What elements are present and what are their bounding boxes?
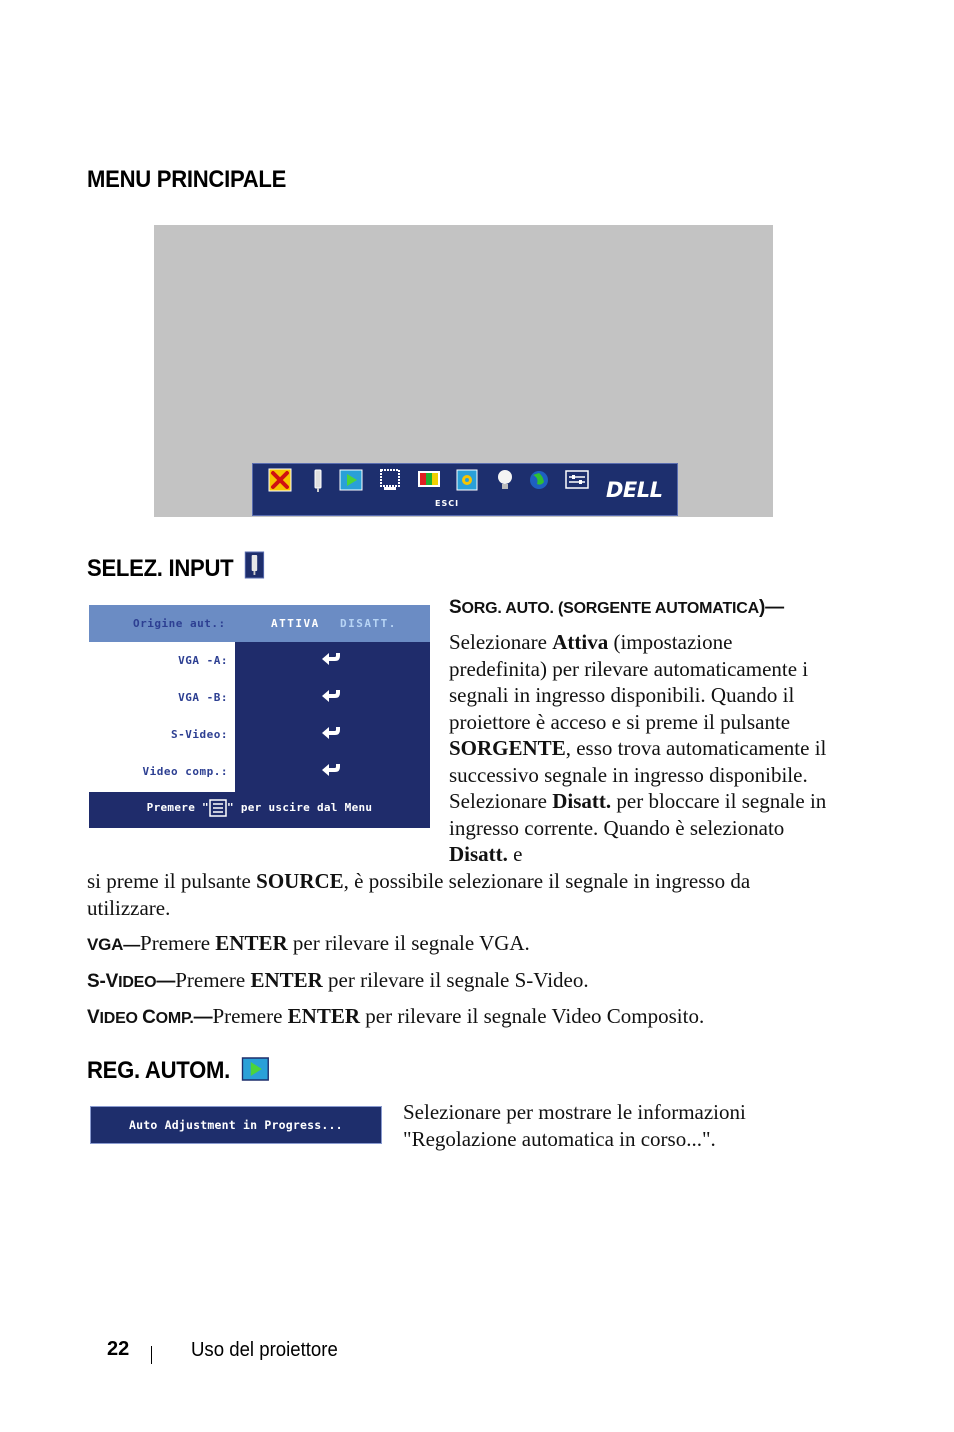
osd-main-menu-bar [252, 463, 678, 516]
color-icon [417, 468, 441, 492]
menu-button-icon [209, 799, 227, 817]
osd-exit-label: ESCI [435, 499, 460, 508]
s-video-item: S-VIDEO—Premere ENTER per rilevare il segnale S-Video. [87, 968, 589, 992]
menu-exit-hint [89, 799, 430, 817]
enter-arrow-icon[interactable] [321, 763, 341, 779]
input-select-icon [245, 551, 265, 579]
menu-exit-hint-before: Premere " [146, 801, 209, 814]
video-comp-label: Video comp.: [142, 765, 228, 778]
auto-adjust-icon [241, 1057, 269, 1081]
auto-adjust-icon [339, 468, 363, 492]
input-select-heading [87, 551, 265, 583]
enter-arrow-icon[interactable] [321, 652, 341, 668]
s-video-label: S-Video: [171, 728, 228, 741]
factory-reset-icon [565, 468, 589, 492]
auto-source-heading: SORG. AUTO. (SORGENTE AUTOMATICA)— [449, 597, 784, 618]
auto-adjust-title: REG. AUTOM. [87, 1057, 230, 1084]
auto-source-description-cont: si preme il pulsante SOURCE, è possibile selezionare il segnale in ingresso da utilizzare. [87, 869, 751, 920]
dell-logo: DELL [606, 478, 663, 502]
input-select-menu [89, 605, 430, 828]
lamp-icon [493, 468, 517, 492]
enter-arrow-icon[interactable] [321, 689, 341, 705]
page-number: 22 [107, 1338, 130, 1360]
vga-item: VGA—Premere ENTER per rilevare il segnale VGA. [87, 931, 530, 955]
language-icon [527, 468, 551, 492]
auto-source-on-option[interactable]: ATTIVA [271, 617, 320, 630]
picture-icon [378, 468, 402, 492]
menu-exit-hint-after: " per uscire dal Menu [226, 801, 373, 814]
enter-arrow-icon[interactable] [321, 726, 341, 742]
auto-adjust-progress-box [90, 1106, 382, 1144]
auto-adjust-heading [87, 1057, 269, 1085]
exit-icon [268, 468, 292, 492]
auto-adjust-progress-text: Auto Adjustment in Progress... [129, 1118, 343, 1132]
auto-adjust-description: Selezionare per mostrare le informazioni "Regolazione automatica in corso...". [403, 1100, 746, 1151]
auto-source-label: Origine aut.: [133, 617, 226, 630]
video-comp-item: VIDEO COMP.—Premere ENTER per rilevare il segnale Video Composito. [87, 1004, 705, 1028]
input-select-icon [306, 468, 330, 492]
vga-a-label: VGA -A: [178, 654, 228, 667]
footer-separator [151, 1346, 152, 1364]
settings-icon [455, 468, 479, 492]
auto-source-description: Selezionare Attiva (impostazione predefinita) per rilevare automaticamente i segnali in ingresso disponibili. Quando il proiettore è acceso e si preme il pulsante SORGENTE, esso trova automaticamente il successivo segnale in ingresso disponibile. Selezionare Disatt. per bloccare il segnale in ingresso corrente. Quando è selezionato Disatt. e [449, 630, 827, 866]
input-select-title: SELEZ. INPUT [87, 555, 234, 582]
vga-b-label: VGA -B: [178, 691, 228, 704]
auto-source-off-option[interactable]: DISATT. [340, 617, 397, 630]
footer-chapter-title: Uso del proiettore [191, 1339, 338, 1361]
main-menu-heading: MENU PRINCIPALE [87, 166, 287, 193]
